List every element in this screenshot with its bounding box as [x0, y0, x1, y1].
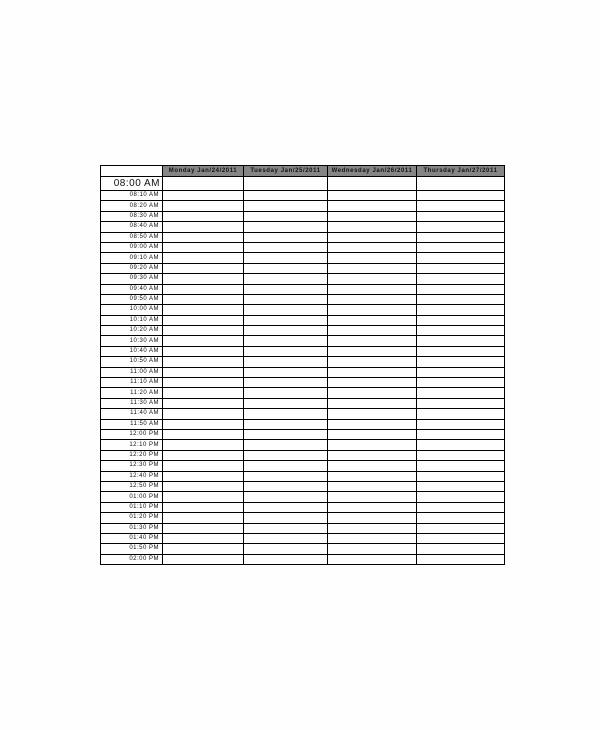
slot-cell-wednesday[interactable]: [328, 450, 417, 460]
slot-cell-tuesday[interactable]: [244, 523, 328, 533]
time-slot-row: [101, 502, 505, 512]
time-slot-row: [101, 461, 505, 471]
slot-cell-wednesday[interactable]: [328, 326, 417, 336]
slot-cell-wednesday[interactable]: [328, 367, 417, 377]
time-label: 09:40 AM: [101, 284, 163, 294]
time-label: 01:10 PM: [101, 502, 163, 512]
time-slot-row: [101, 367, 505, 377]
time-label: 11:20 AM: [101, 388, 163, 398]
time-label: 12:20 PM: [101, 450, 163, 460]
slot-cell-tuesday[interactable]: [244, 409, 328, 419]
time-label: 01:20 PM: [101, 513, 163, 523]
time-slot-row: [101, 294, 505, 304]
slot-cell-wednesday[interactable]: [328, 315, 417, 325]
slot-cell-monday[interactable]: [163, 492, 244, 502]
slot-cell-wednesday[interactable]: [328, 440, 417, 450]
slot-cell-tuesday[interactable]: [244, 481, 328, 491]
slot-cell-monday[interactable]: [163, 346, 244, 356]
slot-cell-monday[interactable]: [163, 274, 244, 284]
slot-cell-monday[interactable]: [163, 388, 244, 398]
slot-cell-tuesday[interactable]: [244, 305, 328, 315]
slot-cell-tuesday[interactable]: [244, 242, 328, 252]
slot-cell-wednesday[interactable]: [328, 419, 417, 429]
time-slot-row: [101, 419, 505, 429]
time-slot-row: [101, 429, 505, 439]
slot-cell-thursday[interactable]: [417, 232, 505, 242]
slot-cell-thursday[interactable]: [417, 367, 505, 377]
slot-cell-tuesday[interactable]: [244, 513, 328, 523]
slot-cell-tuesday[interactable]: [244, 492, 328, 502]
slot-cell-monday[interactable]: [163, 429, 244, 439]
time-slot-row: [101, 263, 505, 273]
slot-cell-thursday[interactable]: [417, 263, 505, 273]
time-slot-row: [101, 492, 505, 502]
slot-cell-monday[interactable]: [163, 326, 244, 336]
time-label: 10:30 AM: [101, 336, 163, 346]
time-label: 10:40 AM: [101, 346, 163, 356]
slot-cell-thursday[interactable]: [417, 242, 505, 252]
slot-cell-thursday[interactable]: [417, 429, 505, 439]
slot-cell-tuesday[interactable]: [244, 419, 328, 429]
slot-cell-thursday[interactable]: [417, 419, 505, 429]
slot-cell-thursday[interactable]: [417, 315, 505, 325]
slot-cell-wednesday[interactable]: [328, 429, 417, 439]
slot-cell-monday[interactable]: [163, 305, 244, 315]
time-slot-row: [101, 274, 505, 284]
slot-cell-monday[interactable]: [163, 336, 244, 346]
slot-cell-tuesday[interactable]: [244, 336, 328, 346]
slot-cell-wednesday[interactable]: [328, 201, 417, 211]
time-label: 11:50 AM: [101, 419, 163, 429]
slot-cell-monday[interactable]: [163, 191, 244, 201]
time-slot-row: [101, 284, 505, 294]
slot-cell-thursday[interactable]: [417, 274, 505, 284]
slot-cell-wednesday[interactable]: [328, 378, 417, 388]
slot-cell-wednesday[interactable]: [328, 471, 417, 481]
slot-cell-tuesday[interactable]: [244, 191, 328, 201]
time-label: 11:30 AM: [101, 398, 163, 408]
time-label: 09:20 AM: [101, 263, 163, 273]
time-slot-row: [101, 253, 505, 263]
time-slot-row: [101, 346, 505, 356]
slot-cell-wednesday[interactable]: [328, 523, 417, 533]
slot-cell-wednesday[interactable]: [328, 554, 417, 564]
slot-cell-monday[interactable]: [163, 544, 244, 554]
slot-cell-thursday[interactable]: [417, 554, 505, 564]
slot-cell-monday[interactable]: [163, 461, 244, 471]
time-label: 11:10 AM: [101, 378, 163, 388]
time-label: 11:00 AM: [101, 367, 163, 377]
time-label: 08:00 AM: [101, 177, 163, 191]
slot-cell-monday[interactable]: [163, 263, 244, 273]
slot-cell-thursday[interactable]: [417, 471, 505, 481]
slot-cell-thursday[interactable]: [417, 222, 505, 232]
time-slot-row: [101, 232, 505, 242]
slot-cell-tuesday[interactable]: [244, 450, 328, 460]
schedule-sheet: [100, 165, 504, 565]
slot-cell-tuesday[interactable]: [244, 398, 328, 408]
slot-cell-monday[interactable]: [163, 294, 244, 304]
slot-cell-monday[interactable]: [163, 284, 244, 294]
slot-cell-tuesday[interactable]: [244, 326, 328, 336]
time-slot-row: [101, 326, 505, 336]
slot-cell-tuesday[interactable]: [244, 554, 328, 564]
time-slot-row: [101, 357, 505, 367]
slot-cell-monday[interactable]: [163, 502, 244, 512]
slot-cell-thursday[interactable]: [417, 492, 505, 502]
slot-cell-monday[interactable]: [163, 367, 244, 377]
slot-cell-monday[interactable]: [163, 253, 244, 263]
time-label: 12:00 PM: [101, 429, 163, 439]
slot-cell-wednesday[interactable]: [328, 533, 417, 543]
slot-cell-monday[interactable]: [163, 513, 244, 523]
time-label: 11:40 AM: [101, 409, 163, 419]
time-slot-row: [101, 378, 505, 388]
slot-cell-wednesday[interactable]: [328, 409, 417, 419]
slot-cell-monday[interactable]: [163, 222, 244, 232]
slot-cell-thursday[interactable]: [417, 211, 505, 221]
time-slot-row: [101, 440, 505, 450]
time-label: 12:50 PM: [101, 481, 163, 491]
slot-cell-tuesday[interactable]: [244, 294, 328, 304]
slot-cell-wednesday[interactable]: [328, 388, 417, 398]
time-slot-row: [101, 409, 505, 419]
time-slot-row: [101, 388, 505, 398]
time-slot-row: [101, 305, 505, 315]
slot-cell-thursday[interactable]: [417, 284, 505, 294]
time-slot-row: [101, 513, 505, 523]
time-label: 12:10 PM: [101, 440, 163, 450]
slot-cell-tuesday[interactable]: [244, 544, 328, 554]
slot-cell-thursday[interactable]: [417, 544, 505, 554]
slot-cell-wednesday[interactable]: [328, 222, 417, 232]
time-label: 08:10 AM: [101, 191, 163, 201]
slot-cell-thursday[interactable]: [417, 388, 505, 398]
header-row: [101, 166, 505, 177]
time-slot-row: [101, 450, 505, 460]
day-header-thursday[interactable]: Thursday Jan/27/2011: [417, 166, 505, 177]
corner-cell[interactable]: [101, 166, 163, 177]
slot-cell-wednesday[interactable]: [328, 357, 417, 367]
slot-cell-wednesday[interactable]: [328, 305, 417, 315]
time-slot-row: [101, 336, 505, 346]
time-label: 01:30 PM: [101, 523, 163, 533]
time-label: 09:10 AM: [101, 253, 163, 263]
slot-cell-thursday[interactable]: [417, 253, 505, 263]
time-slot-row: [101, 554, 505, 564]
time-slot-row: [101, 544, 505, 554]
time-label: 08:20 AM: [101, 201, 163, 211]
slot-cell-monday[interactable]: [163, 211, 244, 221]
slot-cell-thursday[interactable]: [417, 409, 505, 419]
slot-cell-monday[interactable]: [163, 409, 244, 419]
slot-cell-monday[interactable]: [163, 419, 244, 429]
time-slot-row: [101, 315, 505, 325]
slot-cell-monday[interactable]: [163, 201, 244, 211]
slot-cell-tuesday[interactable]: [244, 211, 328, 221]
slot-cell-thursday[interactable]: [417, 398, 505, 408]
slot-cell-tuesday[interactable]: [244, 378, 328, 388]
slot-cell-tuesday[interactable]: [244, 232, 328, 242]
slot-cell-monday[interactable]: [163, 398, 244, 408]
schedule-body: [101, 177, 505, 565]
time-slot-row: [101, 211, 505, 221]
slot-cell-tuesday[interactable]: [244, 429, 328, 439]
day-header-tuesday[interactable]: Tuesday Jan/25/2011: [244, 166, 328, 177]
slot-cell-wednesday[interactable]: [328, 242, 417, 252]
slot-cell-thursday[interactable]: [417, 177, 505, 191]
slot-cell-monday[interactable]: [163, 315, 244, 325]
slot-cell-monday[interactable]: [163, 232, 244, 242]
slot-cell-monday[interactable]: [163, 357, 244, 367]
time-label: 02:00 PM: [101, 554, 163, 564]
slot-cell-thursday[interactable]: [417, 440, 505, 450]
time-label: 09:30 AM: [101, 274, 163, 284]
slot-cell-tuesday[interactable]: [244, 461, 328, 471]
slot-cell-thursday[interactable]: [417, 450, 505, 460]
slot-cell-tuesday[interactable]: [244, 274, 328, 284]
slot-cell-tuesday[interactable]: [244, 471, 328, 481]
time-slot-row: [101, 471, 505, 481]
slot-cell-wednesday[interactable]: [328, 513, 417, 523]
schedule-table: [100, 165, 505, 565]
day-header-monday[interactable]: Monday Jan/24/2011: [163, 166, 244, 177]
slot-cell-tuesday[interactable]: [244, 284, 328, 294]
slot-cell-thursday[interactable]: [417, 201, 505, 211]
time-label: 01:40 PM: [101, 533, 163, 543]
slot-cell-wednesday[interactable]: [328, 263, 417, 273]
slot-cell-monday[interactable]: [163, 242, 244, 252]
slot-cell-wednesday[interactable]: [328, 284, 417, 294]
time-slot-row: [101, 523, 505, 533]
slot-cell-tuesday[interactable]: [244, 253, 328, 263]
slot-cell-tuesday[interactable]: [244, 177, 328, 191]
time-label: 10:10 AM: [101, 315, 163, 325]
slot-cell-thursday[interactable]: [417, 502, 505, 512]
slot-cell-tuesday[interactable]: [244, 201, 328, 211]
slot-cell-thursday[interactable]: [417, 294, 505, 304]
slot-cell-monday[interactable]: [163, 533, 244, 543]
slot-cell-monday[interactable]: [163, 523, 244, 533]
slot-cell-thursday[interactable]: [417, 378, 505, 388]
slot-cell-tuesday[interactable]: [244, 222, 328, 232]
time-slot-row: [101, 191, 505, 201]
time-label: 09:00 AM: [101, 242, 163, 252]
slot-cell-tuesday[interactable]: [244, 367, 328, 377]
slot-cell-tuesday[interactable]: [244, 315, 328, 325]
slot-cell-thursday[interactable]: [417, 346, 505, 356]
time-slot-row: [101, 481, 505, 491]
slot-cell-wednesday[interactable]: [328, 502, 417, 512]
slot-cell-monday[interactable]: [163, 177, 244, 191]
slot-cell-wednesday[interactable]: [328, 481, 417, 491]
slot-cell-wednesday[interactable]: [328, 461, 417, 471]
slot-cell-thursday[interactable]: [417, 481, 505, 491]
day-header-wednesday[interactable]: Wednesday Jan/26/2011: [328, 166, 417, 177]
time-label: 10:20 AM: [101, 326, 163, 336]
slot-cell-wednesday[interactable]: [328, 177, 417, 191]
time-slot-row: [101, 201, 505, 211]
time-slot-row: [101, 222, 505, 232]
time-slot-row: [101, 177, 505, 191]
slot-cell-thursday[interactable]: [417, 533, 505, 543]
slot-cell-wednesday[interactable]: [328, 398, 417, 408]
slot-cell-monday[interactable]: [163, 471, 244, 481]
time-label: 01:50 PM: [101, 544, 163, 554]
time-slot-row: [101, 242, 505, 252]
time-label: 12:30 PM: [101, 461, 163, 471]
slot-cell-tuesday[interactable]: [244, 388, 328, 398]
time-label: 08:50 AM: [101, 232, 163, 242]
slot-cell-tuesday[interactable]: [244, 533, 328, 543]
slot-cell-thursday[interactable]: [417, 326, 505, 336]
time-label: 10:00 AM: [101, 305, 163, 315]
slot-cell-thursday[interactable]: [417, 305, 505, 315]
slot-cell-wednesday[interactable]: [328, 274, 417, 284]
time-slot-row: [101, 398, 505, 408]
slot-cell-wednesday[interactable]: [328, 211, 417, 221]
time-label: 08:40 AM: [101, 222, 163, 232]
slot-cell-wednesday[interactable]: [328, 294, 417, 304]
time-label: 10:50 AM: [101, 357, 163, 367]
slot-cell-thursday[interactable]: [417, 357, 505, 367]
slot-cell-wednesday[interactable]: [328, 346, 417, 356]
slot-cell-wednesday[interactable]: [328, 492, 417, 502]
slot-cell-tuesday[interactable]: [244, 357, 328, 367]
slot-cell-monday[interactable]: [163, 450, 244, 460]
slot-cell-thursday[interactable]: [417, 461, 505, 471]
slot-cell-wednesday[interactable]: [328, 544, 417, 554]
slot-cell-monday[interactable]: [163, 440, 244, 450]
time-label: 12:40 PM: [101, 471, 163, 481]
slot-cell-wednesday[interactable]: [328, 191, 417, 201]
time-label: 08:30 AM: [101, 211, 163, 221]
slot-cell-tuesday[interactable]: [244, 263, 328, 273]
slot-cell-monday[interactable]: [163, 378, 244, 388]
slot-cell-monday[interactable]: [163, 554, 244, 564]
time-label: 09:50 AM: [101, 294, 163, 304]
slot-cell-wednesday[interactable]: [328, 232, 417, 242]
slot-cell-tuesday[interactable]: [244, 346, 328, 356]
slot-cell-wednesday[interactable]: [328, 253, 417, 263]
slot-cell-thursday[interactable]: [417, 523, 505, 533]
time-slot-row: [101, 533, 505, 543]
slot-cell-tuesday[interactable]: [244, 502, 328, 512]
slot-cell-monday[interactable]: [163, 481, 244, 491]
slot-cell-tuesday[interactable]: [244, 440, 328, 450]
slot-cell-thursday[interactable]: [417, 336, 505, 346]
slot-cell-thursday[interactable]: [417, 513, 505, 523]
slot-cell-wednesday[interactable]: [328, 336, 417, 346]
time-label: 01:00 PM: [101, 492, 163, 502]
slot-cell-thursday[interactable]: [417, 191, 505, 201]
